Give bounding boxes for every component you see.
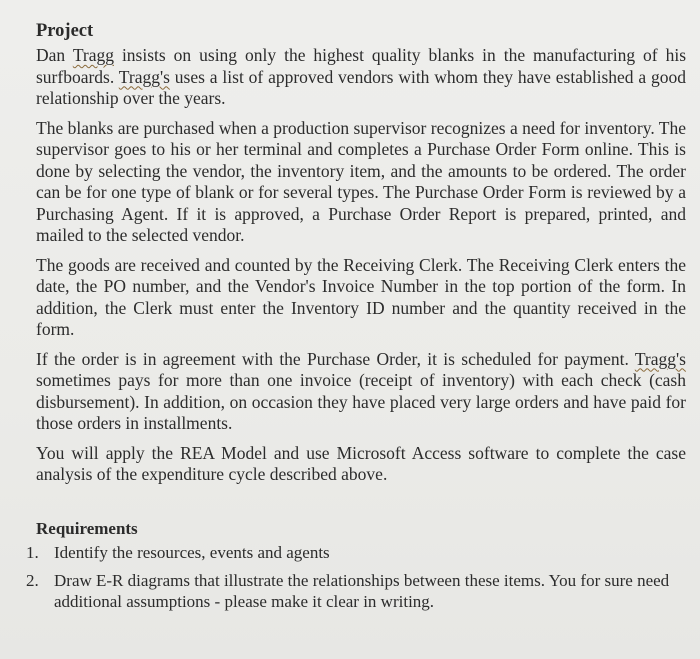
requirements-section <box>26 518 686 613</box>
spellcheck-word-tragg: Tragg <box>72 45 114 65</box>
paragraph-payment-before: If the order is in agreement with the Purchase Order, it is scheduled for payment. <box>36 348 635 369</box>
paragraph-instructions: You will apply the REA Model and use Microsoft Access software to complete the case analysis of the expenditure cycle described above. <box>36 442 686 484</box>
requirement-item <box>26 543 686 564</box>
document-content <box>26 20 687 620</box>
spellcheck-word-traggs-payment: Tragg's <box>634 348 686 369</box>
requirements-title: Requirements <box>36 518 138 538</box>
requirement-text: Draw E-R diagrams that illustrate the relationships between these items. You for sure need additional assumptions - please make it clear in writing. <box>54 571 670 611</box>
spellcheck-word-traggs: Tragg's <box>118 66 170 87</box>
paragraph-intro-after: uses a list of approved vendors with whom they have established a good relationship over the years. <box>36 66 687 108</box>
paragraph-payment-after: sometimes pays for more than one invoice (receipt of inventory) with each check (cash disbursement). In addition, on occasion they have placed very large orders and have paid for those orders in installments. <box>36 370 686 433</box>
requirement-text: Identify the resources, events and agents <box>54 542 330 562</box>
project-title: Project <box>36 21 94 41</box>
paragraph-receiving: The goods are received and counted by the Receiving Clerk. The Receiving Clerk enters the date, the PO number, and the Vendor's Invoice Number in the top portion of the form. In addition, the Clerk must enter the Inventory ID number and the quantity received in the form. <box>36 254 686 339</box>
paragraph-purchasing: The blanks are purchased when a production supervisor recognizes a need for inventory. The supervisor goes to his or her terminal and completes a Purchase Order Form online. This is done by selecting the vendor, the inventory item, and the amounts to be ordered. The order can be for one type of blank or for several types. The Purchase Order Form is reviewed by a Purchasing Agent. If it is approved, a Purchase Order Report is prepared, printed, and mailed to the selected vendor. <box>36 117 686 245</box>
paragraph-payment <box>36 349 686 435</box>
requirement-number: 2. <box>26 571 39 590</box>
paragraph-intro-before: Dan <box>36 45 73 65</box>
requirements-list <box>26 542 686 613</box>
paragraph-intro <box>36 45 686 110</box>
paragraph-intro-middle: insists on using only the highest quality blanks in the manufacturing of his surfboards. <box>36 45 687 87</box>
requirement-number: 1. <box>26 542 39 562</box>
requirement-item <box>26 571 686 612</box>
